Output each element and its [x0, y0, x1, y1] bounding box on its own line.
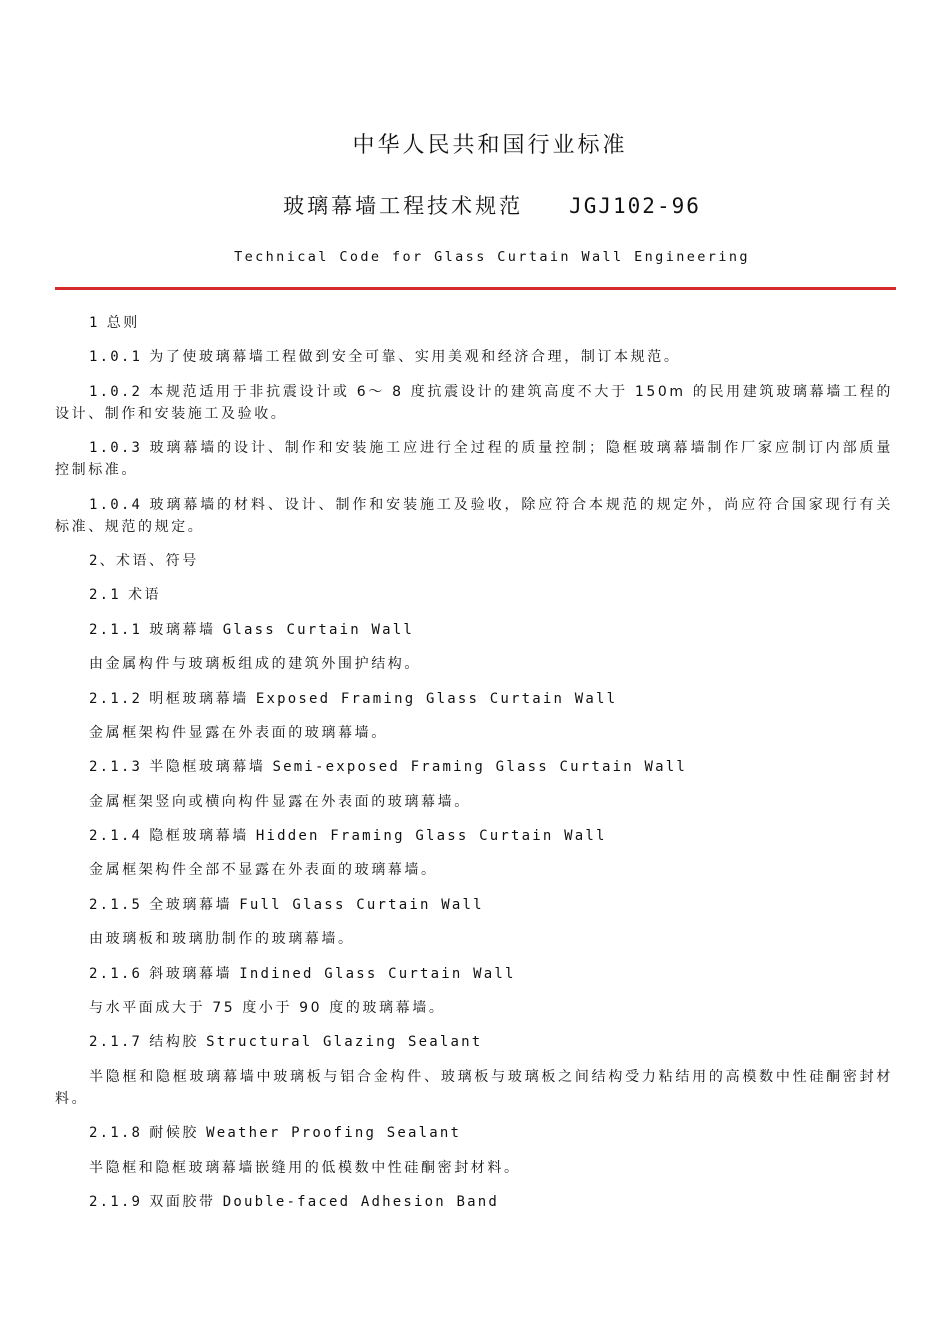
- paragraph-text: 术语: [127, 587, 162, 604]
- clause-number: 2、: [89, 552, 116, 569]
- document-title: [0, 190, 950, 220]
- paragraph: [55, 688, 893, 710]
- paragraph-text: 斜玻璃幕墙: [149, 965, 233, 982]
- paragraph-text: 隐框玻璃幕墙: [149, 828, 249, 845]
- paragraph-text: 双面胶带: [149, 1193, 216, 1210]
- paragraph: [55, 963, 893, 985]
- paragraph-text: 与水平面成大于 75 度小于 90 度的玻璃幕墙。: [89, 1000, 446, 1017]
- clause-number: 1.0.1: [89, 349, 143, 366]
- paragraph-text: 由玻璃板和玻璃肋制作的玻璃幕墙。: [89, 931, 355, 948]
- clause-number: 2.1.9: [89, 1193, 143, 1210]
- paragraph: [55, 619, 893, 641]
- term-english: Glass Curtain Wall: [222, 621, 415, 638]
- clause-number: 1: [89, 315, 100, 331]
- paragraph: [55, 928, 893, 950]
- clause-number: 2.1.4: [89, 828, 143, 845]
- paragraph: [55, 653, 893, 675]
- term-english: Exposed Framing Glass Curtain Wall: [255, 690, 618, 707]
- paragraph: [55, 437, 893, 481]
- paragraph-text: 结构胶: [149, 1034, 200, 1051]
- red-divider: [55, 287, 896, 290]
- paragraph: [55, 550, 893, 572]
- paragraph: [55, 825, 893, 847]
- clause-number: 2.1.6: [89, 965, 143, 982]
- paragraph: [55, 381, 893, 425]
- term-english: Weather Proofing Sealant: [206, 1125, 462, 1142]
- paragraph-text: 玻璃幕墙的设计、制作和安装施工应进行全过程的质量控制；隐框玻璃幕墙制作厂家应制订内部质量控制标准。: [55, 440, 893, 479]
- paragraph: [55, 1157, 893, 1179]
- paragraph-text: 术语、符号: [115, 552, 199, 569]
- paragraph: [55, 1066, 893, 1110]
- clause-number: 2.1.8: [89, 1125, 143, 1142]
- paragraph-text: 明框玻璃幕墙: [149, 690, 249, 707]
- paragraph-text: 耐候胶: [149, 1125, 200, 1142]
- paragraph: [55, 346, 893, 368]
- paragraph: [55, 859, 893, 881]
- document-body: [55, 312, 893, 1225]
- term-english: Full Glass Curtain Wall: [239, 896, 484, 913]
- document-category-title: 中华人民共和国行业标准: [352, 133, 628, 158]
- paragraph: [55, 1191, 893, 1213]
- paragraph-text: 全玻璃幕墙: [149, 896, 233, 913]
- english-title: Technical Code for Glass Curtain Wall Engineering: [234, 249, 750, 265]
- term-english: Indined Glass Curtain Wall: [239, 965, 516, 982]
- document-title-text: 玻璃幕墙工程技术规范: [283, 194, 524, 218]
- paragraph: [55, 1122, 893, 1144]
- paragraph: [55, 791, 893, 813]
- clause-number: 1.0.3: [89, 440, 143, 457]
- paragraph: [55, 756, 893, 778]
- clause-number: 2.1: [89, 587, 121, 604]
- clause-number: 2.1.2: [89, 690, 143, 707]
- paragraph-text: 玻璃幕墙: [149, 621, 216, 638]
- paragraph-text: 金属框架构件显露在外表面的玻璃幕墙。: [89, 724, 388, 741]
- paragraph: [55, 1031, 893, 1053]
- paragraph-text: 半隐框和隐框玻璃幕墙中玻璃板与铝合金构件、玻璃板与玻璃板之间结构受力粘结用的高模数中性硅酮密封材料。: [55, 1068, 893, 1107]
- paragraph: [55, 997, 893, 1019]
- clause-number: 2.1.5: [89, 896, 143, 913]
- paragraph-text: 金属框架竖向或横向构件显露在外表面的玻璃幕墙。: [89, 793, 471, 810]
- paragraph-text: 玻璃幕墙的材料、设计、制作和安装施工及验收，除应符合本规范的规定外，尚应符合国家现行有关标准、规范的规定。: [55, 496, 893, 535]
- term-english: Structural Glazing Sealant: [206, 1034, 483, 1051]
- paragraph-text: 本规范适用于非抗震设计或 6～ 8 度抗震设计的建筑高度不大于 150m 的民用建筑玻璃幕墙工程的设计、制作和安装施工及验收。: [55, 383, 893, 422]
- paragraph-text: 半隐框玻璃幕墙: [149, 759, 266, 776]
- paragraph: [55, 722, 893, 744]
- clause-number: 1.0.4: [89, 496, 143, 513]
- paragraph: [55, 894, 893, 916]
- clause-number: 2.1.3: [89, 759, 143, 776]
- term-english: Hidden Framing Glass Curtain Wall: [255, 828, 607, 845]
- clause-number: 2.1.7: [89, 1034, 143, 1051]
- paragraph-text: 金属框架构件全部不显露在外表面的玻璃幕墙。: [89, 862, 438, 879]
- clause-number: 2.1.1: [89, 621, 143, 638]
- paragraph: [55, 312, 893, 334]
- paragraph-text: 为了使玻璃幕墙工程做到安全可靠、实用美观和经济合理，制订本规范。: [149, 349, 681, 366]
- paragraph-text: 总则: [106, 315, 140, 331]
- paragraph: [55, 584, 893, 606]
- paragraph-text: 由金属构件与玻璃板组成的建筑外围护结构。: [89, 656, 421, 673]
- term-english: Double-faced Adhesion Band: [222, 1193, 500, 1210]
- standard-code: JGJ102-96: [569, 194, 701, 218]
- paragraph-text: 半隐框和隐框玻璃幕墙嵌缝用的低模数中性硅酮密封材料。: [89, 1159, 521, 1176]
- clause-number: 1.0.2: [89, 383, 143, 400]
- term-english: Semi-exposed Framing Glass Curtain Wall: [272, 759, 688, 776]
- paragraph: [55, 494, 893, 538]
